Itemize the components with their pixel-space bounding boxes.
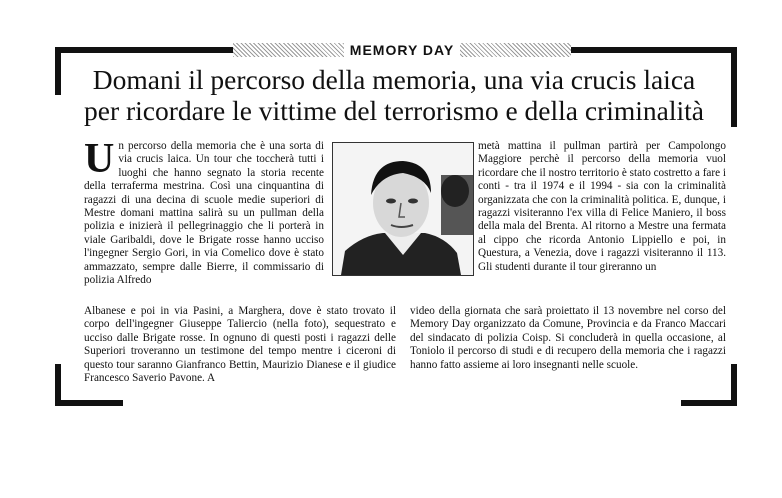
article-bottom-left: Albanese e poi in via Pasini, a Marghera, dove è stato trovato il corpo dell'ingegner Giuseppe Taliercio (nella foto), sequestrato e ucciso dalle Brigate rosse. In ognuno di questi posti i ragazzi delle Superiori troveranno un testimone del tempo mentre i ciceroni di questo tour saranno Gianfranco Bettin, Maurizio Dianese e il giudice Francesco Saverio Pavone. A — [84, 305, 396, 385]
article-bottom — [84, 305, 726, 385]
frame-right-rule — [731, 47, 737, 127]
frame-bottom-right-corner — [681, 400, 737, 406]
headline — [64, 64, 724, 126]
frame-bottom-left-corner — [55, 400, 123, 406]
article-text-col1: n percorso della memoria che è una sorta di via crucis laica. Un tour che toccherà tutti i luoghi che hanno segnato la storia recente della terraferma mestrina. Così una cinquantina di ragazzi di una decina di scuole medie superiori di Mestre domani mattina salirà su un pullman della polizia e inizierà il pellegrinaggio che li porterà in viale Garibaldi, dove le Brigate rosse hanno ucciso l'ingegner Sergio Gori, in via Comelico dove è stato ammazzato, sempre dalle Bierre, il commissario di polizia Alfredo — [84, 140, 324, 287]
frame-left-rule — [55, 47, 61, 95]
headline-line-2: per ricordare le vittime del terrorismo e della criminalità — [83, 95, 704, 126]
portrait-photo — [332, 142, 474, 276]
section-banner — [233, 40, 571, 60]
drop-cap: U — [84, 136, 115, 182]
article-column-2 — [478, 140, 726, 274]
article-bottom-right: video della giornata che sarà proiettato il 13 novembre nel corso del Memory Day organizzato da Comune, Provincia e da Franco Maccari del sindacato di polizia Coisp. Si concluderà in quella occasione, al Toniolo il percorso di studi e di recupero della memoria che i ragazzi hanno fatto assieme ai loro insegnanti nelle scuole. — [410, 305, 726, 371]
article-column-1 — [84, 136, 324, 287]
article-text-col2: metà mattina il pullman partirà per Campolongo Maggiore perchè il percorso della memoria vuol ricordare che il nostro territorio è stato costretto a fare i conti - tra il 1974 e il 1994 - sia con la criminalità organizzata che con la criminalità politica. E, dunque, i ragazzi visiteranno l'ex villa di Felice Maniero, il boss della mala del Brenta. Al ritorno a Mestre una fermata al cippo che ricorda Antonio Lippiello e poi, in Questura, a Venezia, dove i ragazzi visiteranno il 113. Gli studenti durante il tour gireranno un — [478, 140, 726, 273]
headline-line-1: Domani il percorso della memoria, una via crucis laica — [92, 64, 696, 95]
banner-label: MEMORY DAY — [344, 42, 460, 58]
portrait-icon — [333, 143, 473, 275]
